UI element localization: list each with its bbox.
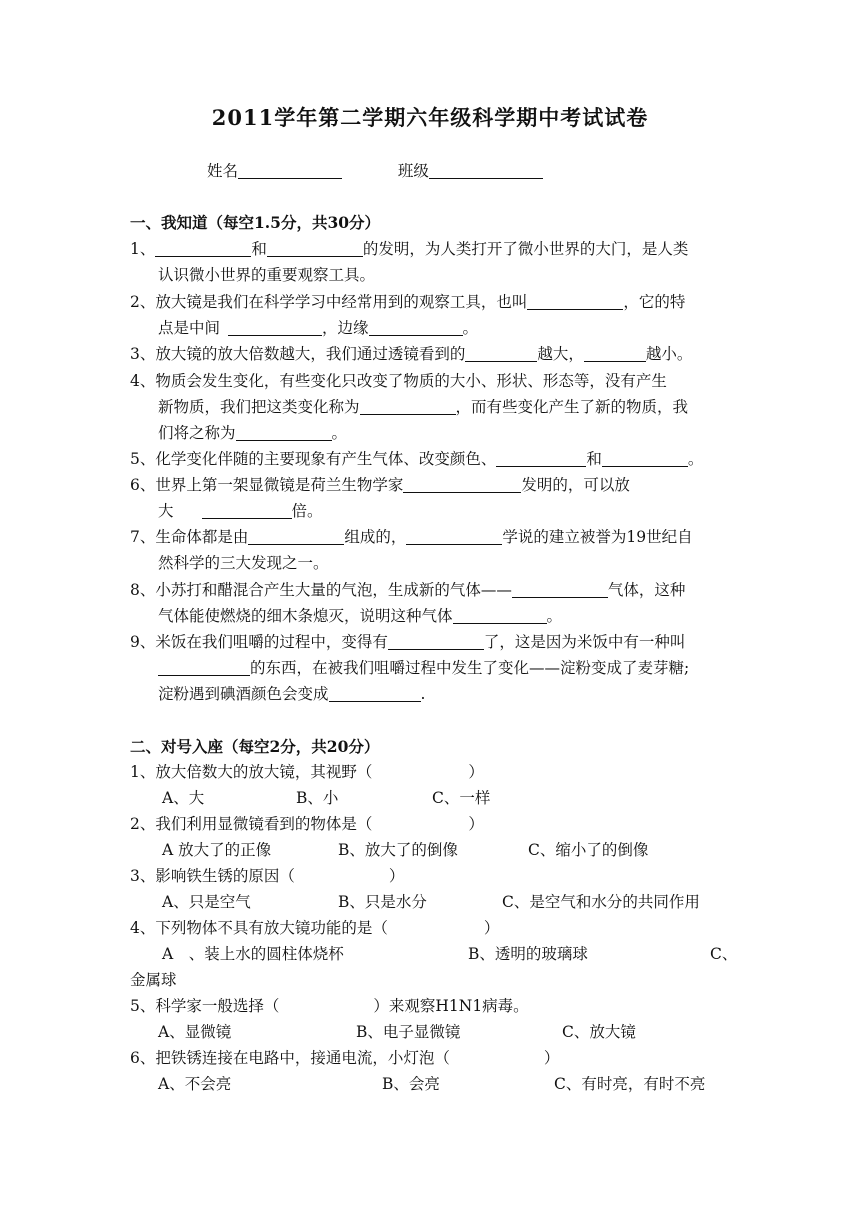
s1-q3-blank1[interactable] <box>465 343 537 362</box>
s1-q8-line1 <box>130 577 685 603</box>
s2-q5-option-a[interactable]: A、显微镜 <box>158 1023 232 1041</box>
s1-q2-blank1[interactable] <box>527 291 623 310</box>
s1-q2-text: ，边缘 <box>322 319 369 337</box>
s1-q6-text: 倍。 <box>291 502 323 520</box>
s1-q5-blank1[interactable] <box>496 448 586 467</box>
s1-q2-line1 <box>130 289 685 315</box>
s1-q1-line2: 认识微小世界的重要观察工具。 <box>158 266 376 284</box>
s1-q5-text: 5、化学变化伴随的主要现象有产生气体、改变颜色、 <box>130 450 497 468</box>
s1-q8-blank1[interactable] <box>512 579 608 598</box>
s1-q9-blank2[interactable] <box>158 657 250 676</box>
s1-q1-text: 的发明，为人类打开了微小世界的大门，是人类 <box>362 240 689 258</box>
s1-q8-text: 气体，这种 <box>607 581 686 599</box>
class-blank[interactable] <box>429 160 543 179</box>
s1-q9-text: 9、米饭在我们咀嚼的过程中，变得有 <box>130 633 388 651</box>
name-label: 姓名 <box>207 162 239 180</box>
s1-q5 <box>130 446 703 472</box>
s1-q9-line1 <box>130 629 685 655</box>
s1-q9-text: . <box>420 685 426 703</box>
s1-q6-text: 大 <box>158 502 174 520</box>
s2-q3-options <box>162 889 762 915</box>
s2-q1-option-c[interactable]: C、一样 <box>432 789 491 807</box>
s2-q4-option-a[interactable]: A 、装上水的圆柱体烧杯 <box>162 945 344 963</box>
s1-q9-line3 <box>158 681 425 707</box>
s1-q2-text: 点是中间 <box>158 319 221 337</box>
exam-title: 2011学年第二学期六年级科学期中考试试卷 <box>211 105 649 130</box>
s1-q4-text: 。 <box>331 424 348 442</box>
s2-q4-option-b[interactable]: B、透明的玻璃球 <box>468 945 588 963</box>
s1-q8-line2 <box>158 603 562 629</box>
s2-q5-option-c[interactable]: C、放大镜 <box>562 1023 636 1041</box>
s2-q4-text: ） <box>483 919 500 937</box>
s1-q4-blank2[interactable] <box>236 422 332 441</box>
s1-q3 <box>130 341 692 367</box>
s1-q4-line2 <box>158 394 688 420</box>
s1-q1-text: 1、 <box>130 240 156 258</box>
s1-q2-blank2[interactable] <box>228 317 322 336</box>
class-label: 班级 <box>397 162 429 180</box>
s1-q7-text: 学说的建立被誉为19世纪自 <box>502 528 693 546</box>
s1-q6-text: 6、世界上第一架显微镜是荷兰生物学家 <box>130 476 404 494</box>
s1-q7-text: 组成的， <box>344 528 407 546</box>
s2-q1-stem <box>130 759 484 785</box>
s1-q9-text: 了，这是因为米饭中有一种叫 <box>483 633 686 651</box>
s2-q1-option-a[interactable]: A、大 <box>162 789 205 807</box>
s1-q2-blank3[interactable] <box>369 317 463 336</box>
s1-q6-blank1[interactable] <box>403 474 521 493</box>
s1-q7-blank2[interactable] <box>406 526 502 545</box>
s2-q3-option-a[interactable]: A、只是空气 <box>162 893 251 911</box>
s2-q2-options <box>162 837 762 863</box>
s1-q8-blank2[interactable] <box>453 605 547 624</box>
s1-q2-text: 2、放大镜是我们在科学学习中经常用到的观察工具，也叫 <box>130 293 528 311</box>
s2-q1-text: 1、放大倍数大的放大镜，其视野（ <box>130 763 373 781</box>
s1-q7-text: 7、生命体都是由 <box>130 528 249 546</box>
s2-q2-option-a[interactable]: A 放大了的正像 <box>162 841 272 859</box>
s1-q4-text: 新物质，我们把这类变化称为 <box>158 398 360 416</box>
s2-q2-option-b[interactable]: B、放大了的倒像 <box>338 841 458 859</box>
s1-q6-blank2[interactable] <box>202 500 292 519</box>
s2-q6-option-a[interactable]: A、不会亮 <box>158 1075 232 1093</box>
s1-q6-line2 <box>158 498 323 524</box>
s1-q8-text: 气体能使燃烧的细木条熄灭，说明这种气体 <box>158 607 453 625</box>
s1-q5-blank2[interactable] <box>602 448 688 467</box>
s2-q4-text: 4、下列物体不具有放大镜功能的是（ <box>130 919 388 937</box>
section2-heading: 二、对号入座（每空2分，共20分） <box>130 737 380 756</box>
s1-q1-line1 <box>130 236 688 262</box>
s2-q4-option-c[interactable]: C、 <box>710 945 738 963</box>
s1-q7-line2: 然科学的三大发现之一。 <box>158 554 329 572</box>
s2-q4-options <box>162 941 742 967</box>
s2-q1-text: ） <box>468 763 484 781</box>
s1-q2-line2 <box>158 315 478 341</box>
s1-q3-text: 越大， <box>537 345 584 363</box>
s1-q4-line3 <box>158 420 347 446</box>
student-info <box>207 158 543 184</box>
s2-q6-option-b[interactable]: B、会亮 <box>382 1075 440 1093</box>
s2-q3-option-c[interactable]: C、是空气和水分的共同作用 <box>502 893 700 911</box>
s1-q8-text: 8、小苏打和醋混合产生大量的气泡，生成新的气体—— <box>130 581 512 599</box>
s1-q4-blank1[interactable] <box>360 396 456 415</box>
s2-q3-text: 3、影响铁生锈的原因（ <box>130 867 295 885</box>
s2-q6-text: ） <box>543 1049 560 1067</box>
s1-q1-blank1[interactable] <box>155 238 251 257</box>
name-blank[interactable] <box>238 160 342 179</box>
s1-q1-text: 和 <box>251 240 267 258</box>
s1-q4-text: ，而有些变化产生了新的物质，我 <box>455 398 689 416</box>
s1-q4-line1: 4、物质会发生变化，有些变化只改变了物质的大小、形状、形态等，没有产生 <box>130 372 667 390</box>
s1-q2-text: 。 <box>462 319 479 337</box>
s2-q1-option-b[interactable]: B、小 <box>296 789 339 807</box>
s2-q4-option-c-text: 金属球 <box>130 971 177 989</box>
s2-q3-text: ） <box>388 867 405 885</box>
s1-q3-blank2[interactable] <box>584 343 646 362</box>
s1-q7-blank1[interactable] <box>248 526 344 545</box>
s1-q4-text: 们将之称为 <box>158 424 236 442</box>
s2-q5-option-b[interactable]: B、电子显微镜 <box>356 1023 461 1041</box>
s1-q9-text: 淀粉遇到碘酒颜色会变成 <box>158 685 329 703</box>
s1-q3-text: 3、放大镜的放大倍数越大，我们通过透镜看到的 <box>130 345 466 363</box>
s2-q2-stem <box>130 811 484 837</box>
s1-q5-text: 和 <box>586 450 602 468</box>
s2-q5-options <box>158 1019 758 1045</box>
s1-q2-text: ，它的特 <box>623 293 686 311</box>
s2-q6-text: 6、把铁锈连接在电路中，接通电流，小灯泡（ <box>130 1049 450 1067</box>
s2-q2-text: ） <box>468 815 484 833</box>
s1-q3-text: 越小。 <box>645 345 693 363</box>
s2-q6-option-c[interactable]: C、有时亮，有时不亮 <box>554 1075 706 1093</box>
s2-q2-option-c[interactable]: C、缩小了的倒像 <box>528 841 649 859</box>
section1-heading: 一、我知道（每空1.5分，共30分） <box>130 213 381 232</box>
s1-q9-text: 的东西，在被我们咀嚼过程中发生了变化——淀粉变成了麦芽糖; <box>250 659 690 677</box>
s2-q6-stem <box>130 1045 559 1071</box>
s1-q6-text: 发明的，可以放 <box>521 476 630 494</box>
s2-q3-option-b[interactable]: B、只是水分 <box>338 893 427 911</box>
s1-q8-text: 。 <box>546 607 563 625</box>
s2-q5-text: ）来观察H1N1病毒。 <box>373 997 529 1015</box>
s1-q5-text: 。 <box>687 450 704 468</box>
s2-q6-options <box>158 1071 758 1097</box>
s1-q9-blank1[interactable] <box>388 631 484 650</box>
s1-q7-line1 <box>130 524 693 550</box>
s2-q2-text: 2、我们利用显微镜看到的物体是（ <box>130 815 373 833</box>
s1-q6-line1 <box>130 472 630 498</box>
s2-q5-text: 5、科学家一般选择（ <box>130 997 280 1015</box>
s1-q9-line2 <box>158 655 689 681</box>
s2-q1-options <box>162 785 762 811</box>
s2-q3-stem <box>130 863 404 889</box>
s2-q4-stem <box>130 915 499 941</box>
s1-q1-blank2[interactable] <box>267 238 363 257</box>
s2-q5-stem <box>130 993 529 1019</box>
s1-q9-blank3[interactable] <box>329 683 421 702</box>
